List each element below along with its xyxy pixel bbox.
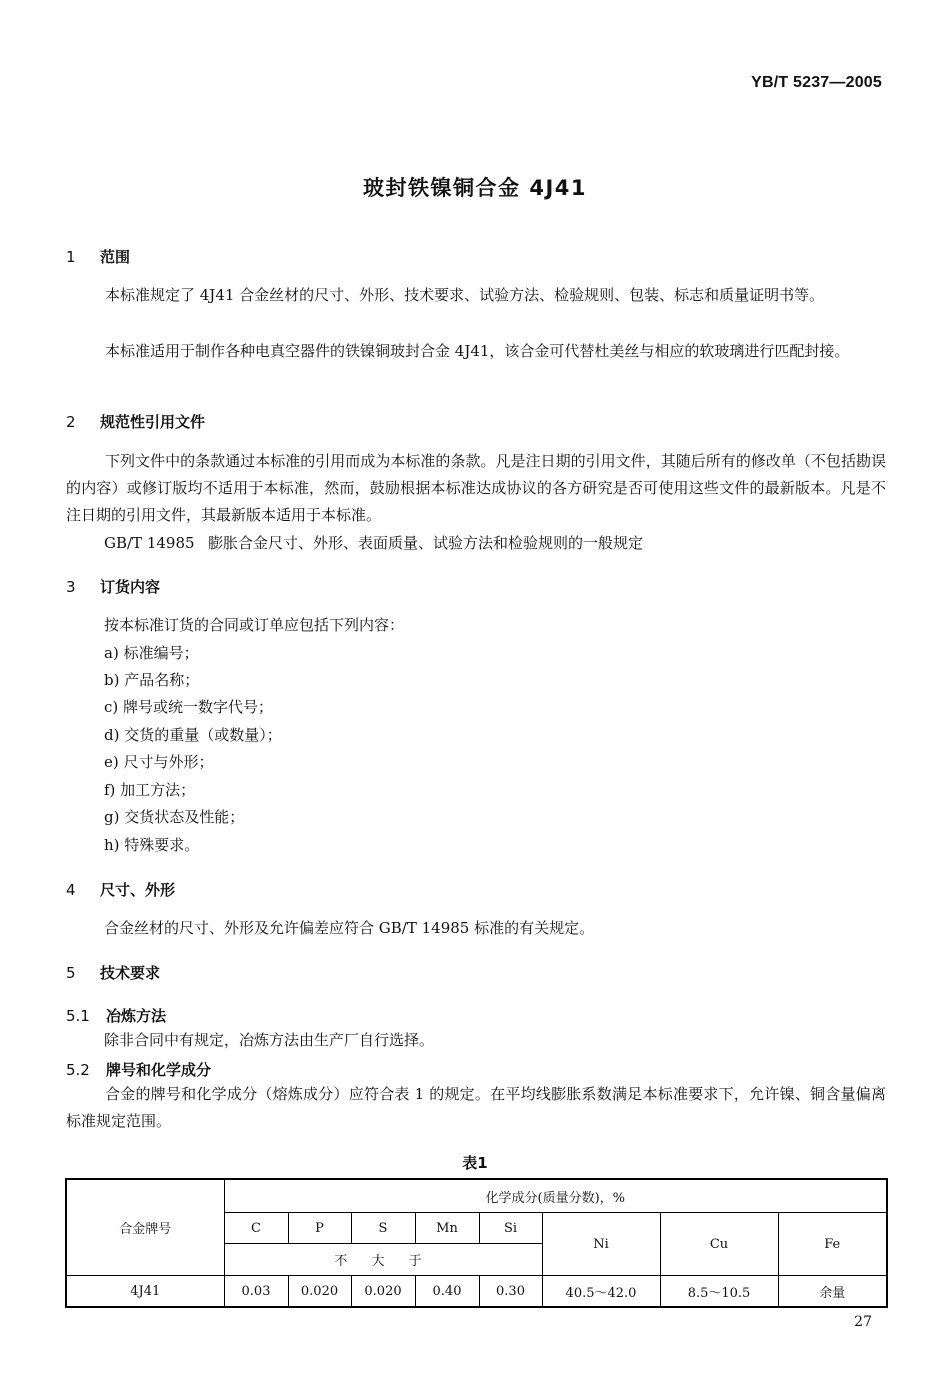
section-title: 牌号和化学成分: [106, 1061, 212, 1079]
section-4-heading: [66, 879, 175, 900]
paragraph: 本标准适用于制作各种电真空器件的铁镍铜玻封合金 4J41，该合金可代替杜美丝与相应的软玻璃进行匹配封接。: [105, 342, 850, 360]
grade-cell: 4J41: [66, 1276, 224, 1308]
value-cell: 0.020: [288, 1276, 351, 1308]
section-title: 订货内容: [100, 578, 161, 596]
section-3-heading: [66, 576, 160, 597]
table-caption: 表1: [462, 1154, 488, 1172]
value-cell: 0.30: [479, 1276, 542, 1308]
grade-header: 合金牌号: [66, 1179, 224, 1276]
value-cell: 0.03: [224, 1276, 288, 1308]
section-5-1-heading: [66, 1005, 166, 1026]
section-5-2-heading: [66, 1059, 211, 1080]
section-number: 5.2: [66, 1061, 90, 1079]
list-item: g) 交货状态及性能；: [104, 808, 245, 826]
page-number: 27: [854, 1314, 872, 1330]
element-header: S: [351, 1213, 415, 1244]
list-item: d) 交货的重量（或数量）；: [104, 726, 282, 744]
normative-reference: [104, 532, 643, 553]
paragraph: 本标准规定了 4J41 合金丝材的尺寸、外形、技术要求、试验方法、检验规则、包装、标志和质量证明书等。: [105, 286, 825, 304]
list-item: h) 特殊要求。: [104, 836, 200, 854]
list-item: f) 加工方法；: [104, 781, 196, 799]
paragraph: 下列文件中的条款通过本标准的引用而成为本标准的条款。凡是注日期的引用文件，其随后所有的修改单（不包括勘误的内容）或修订版均不适用于本标准，然而，鼓励根据本标准达成协议的各方研究是否可使用这些文件的最新版本。凡是不注日期的引用文件，其最新版本适用于本标准。: [66, 452, 886, 524]
value-cell: 0.40: [415, 1276, 479, 1308]
section-number: 2: [66, 413, 76, 431]
section-number: 5: [66, 964, 76, 982]
value-cell: 40.5～42.0: [542, 1276, 660, 1308]
reference-title: 膨胀合金尺寸、外形、表面质量、试验方法和检验规则的一般规定: [208, 534, 644, 552]
section-title: 规范性引用文件: [100, 413, 206, 431]
list-item: b) 产品名称；: [104, 671, 200, 689]
paragraph: 除非合同中有规定，冶炼方法由生产厂自行选择。: [104, 1031, 435, 1049]
element-header: Ni: [542, 1213, 660, 1276]
paragraph: 合金丝材的尺寸、外形及允许偏差应符合 GB/T 14985 标准的有关规定。: [104, 919, 595, 937]
standard-number: YB/T 5237—2005: [751, 74, 882, 91]
element-header: Cu: [660, 1213, 778, 1276]
table-row: [66, 1276, 887, 1308]
section-number: 4: [66, 881, 76, 899]
section-number: 3: [66, 578, 76, 596]
section-number: 1: [66, 248, 76, 266]
list-item: e) 尺寸与外形；: [104, 753, 214, 771]
value-cell: 8.5～10.5: [660, 1276, 778, 1308]
value-cell: 0.020: [351, 1276, 415, 1308]
section-2-heading: [66, 411, 205, 432]
section-5-heading: [66, 962, 160, 983]
list-item: c) 牌号或统一数字代号；: [104, 698, 274, 716]
section-number: 5.1: [66, 1007, 90, 1025]
element-header: Fe: [778, 1213, 887, 1276]
value-cell: 余量: [778, 1276, 887, 1308]
list-item: a) 标准编号；: [104, 644, 199, 662]
section-1-heading: [66, 246, 130, 267]
element-header: Si: [479, 1213, 542, 1244]
max-limit-label: 不 大 于: [224, 1244, 542, 1276]
section-title: 冶炼方法: [106, 1007, 167, 1025]
section-title: 尺寸、外形: [100, 881, 176, 899]
element-header: Mn: [415, 1213, 479, 1244]
paragraph: 按本标准订货的合同或订单应包括下列内容：: [104, 616, 405, 634]
section-title: 技术要求: [100, 964, 161, 982]
section-title: 范围: [100, 248, 131, 266]
document-title: 玻封铁镍铜合金 4J41: [363, 176, 587, 200]
element-header: C: [224, 1213, 288, 1244]
reference-code: GB/T 14985: [104, 534, 195, 552]
chemical-composition-table: [65, 1178, 888, 1308]
composition-group-header: 化学成分(质量分数)，%: [224, 1179, 887, 1213]
element-header: P: [288, 1213, 351, 1244]
paragraph: 合金的牌号和化学成分（熔炼成分）应符合表 1 的规定。在平均线膨胀系数满足本标准要求下，允许镍、铜含量偏离标准规定范围。: [66, 1085, 886, 1130]
